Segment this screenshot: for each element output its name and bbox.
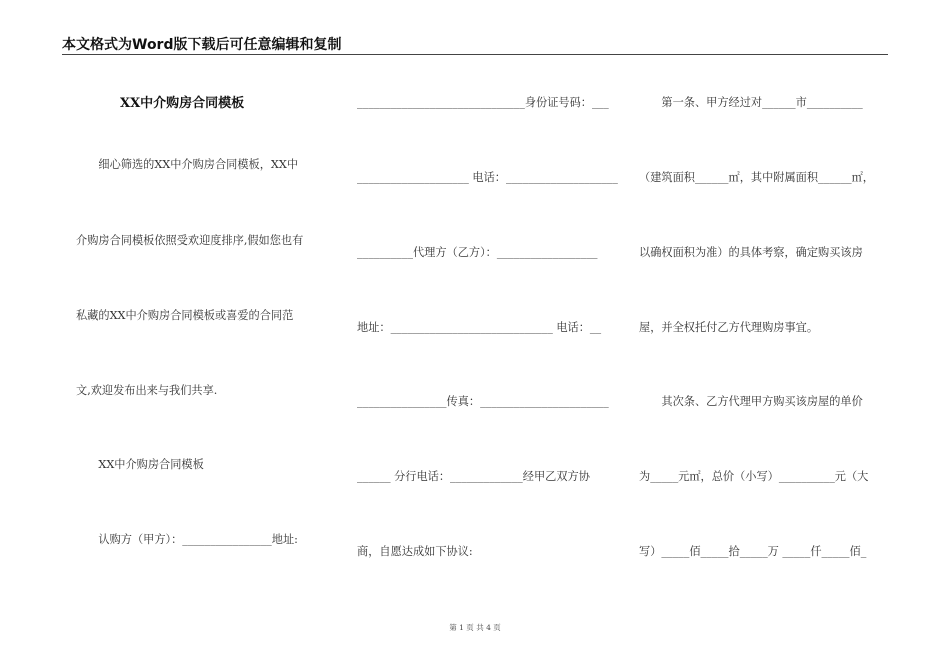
- text-line: 细心筛选的XX中介购房合同模板，XX中: [76, 158, 299, 171]
- text-line: __________代理方（乙方）：__________________: [357, 246, 598, 259]
- text-line: 商，自愿达成如下协议:: [357, 545, 473, 558]
- document-header: [62, 34, 888, 55]
- text-line: ____________________ 电话：____________________: [357, 171, 618, 184]
- header-title: 本文格式为Word版下载后可任意编辑和复制: [62, 37, 342, 53]
- text-line: 其次条、乙方代理甲方购买该房屋的单价: [639, 395, 863, 408]
- text-line: 写）_____佰_____拾_____万 _____仟_____佰_: [639, 545, 867, 558]
- text-line: 以确权面积为准）的具体考察，确定购买该房: [639, 246, 863, 259]
- text-line: ______________________________身份证号码：___: [357, 96, 609, 109]
- text-line: （建筑面积______㎡，其中附属面积______㎡，: [639, 171, 874, 184]
- page-footer: 第 1 页 共 4 页: [449, 623, 501, 632]
- text-line: ________________传真：_______________________: [357, 395, 609, 408]
- text-line: 第一条、甲方经过对______市__________: [639, 96, 863, 109]
- text-line: ______ 分行电话：_____________经甲乙双方协: [357, 470, 590, 483]
- text-line: 文,欢迎发布出来与我们共享.: [76, 384, 218, 397]
- text-line: 私藏的XX中介购房合同模板或喜爱的合同范: [76, 309, 294, 322]
- text-line: 屋，并全权托付乙方代理购房事宜。: [639, 321, 819, 334]
- text-line: 认购方（甲方）：________________地址:: [76, 533, 298, 546]
- text-line: 地址：_____________________________ 电话：__: [357, 321, 602, 334]
- document-title: XX中介购房合同模板: [120, 96, 245, 111]
- text-line: XX中介购房合同模板: [76, 458, 204, 471]
- text-line: 为_____元㎡，总价（小写）__________元（大: [639, 470, 869, 483]
- text-line: 介购房合同模板依照受欢迎度排序,假如您也有: [76, 234, 304, 247]
